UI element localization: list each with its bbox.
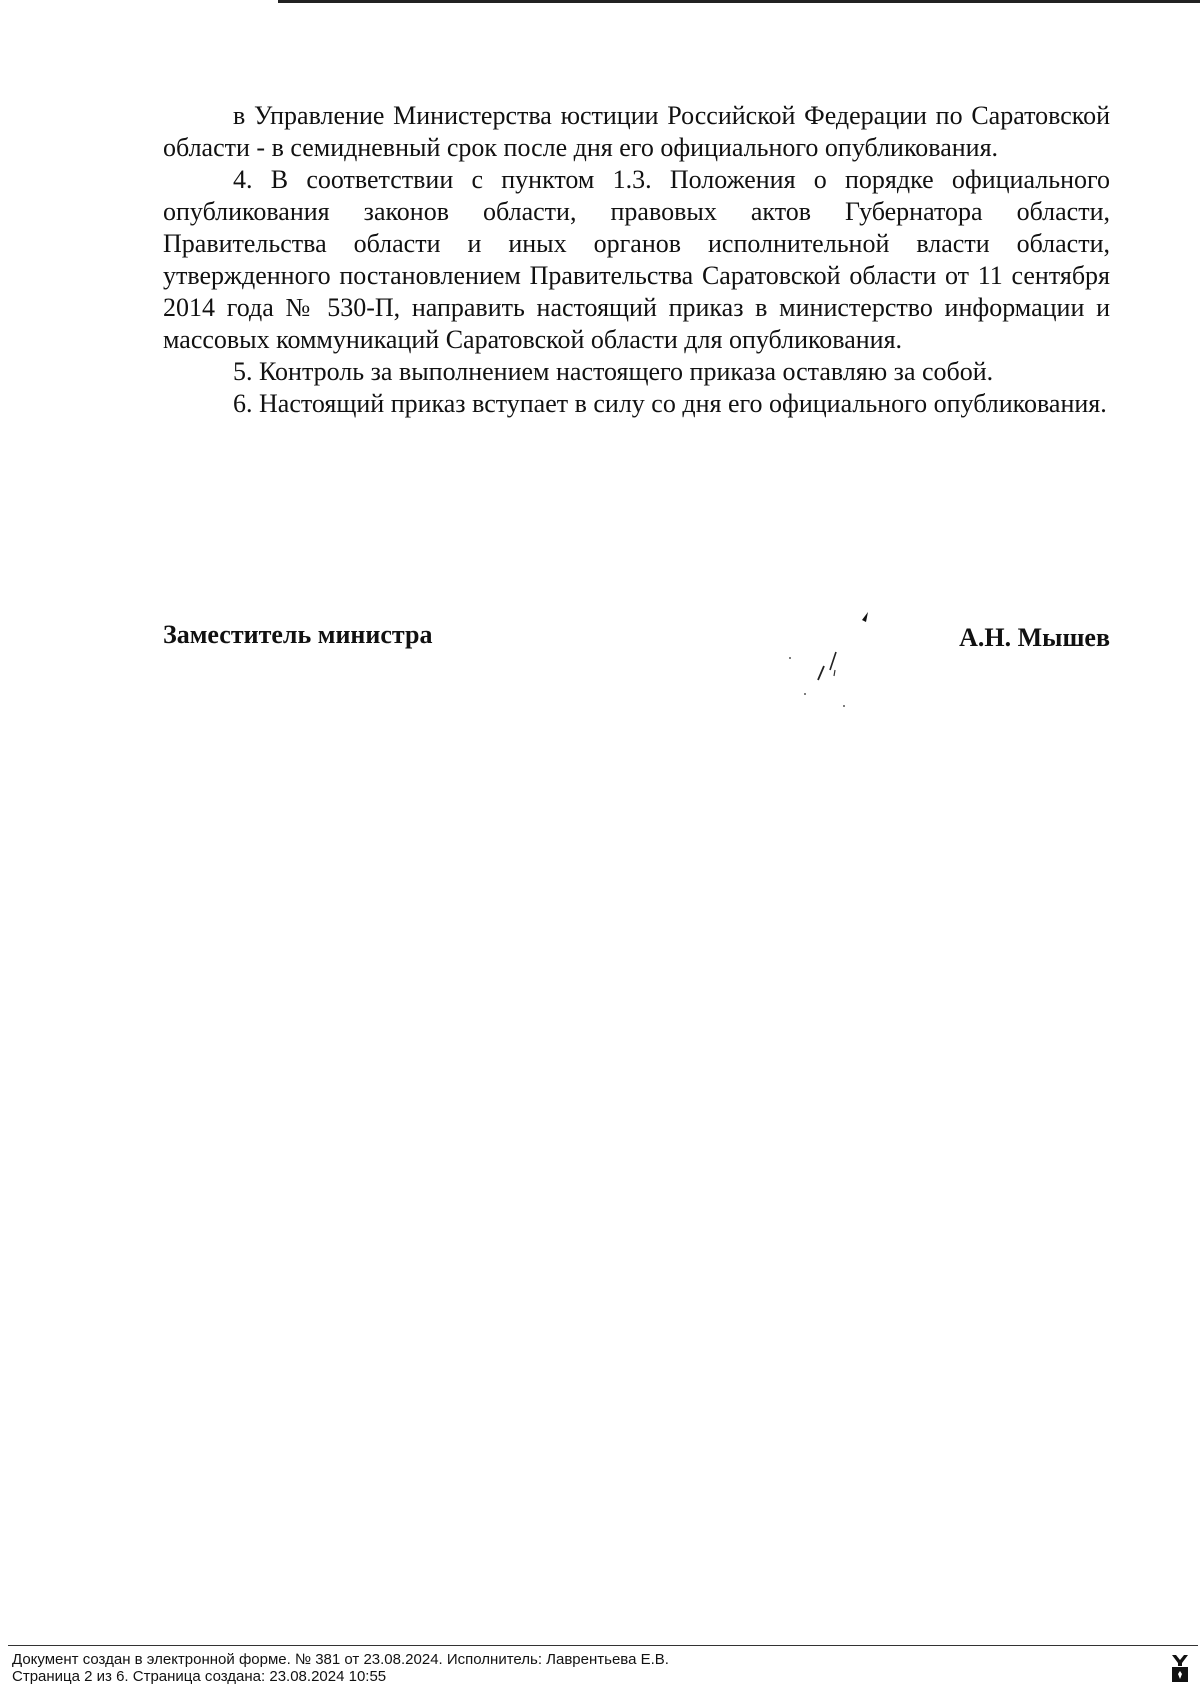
paragraph-item-6: 6. Настоящий приказ вступает в силу со дня его официального опубликования. — [233, 389, 1107, 418]
signatory-name: А.Н. Мышев — [959, 623, 1110, 652]
paragraph-item-4: 4. В соответствии с пунктом 1.3. Положения о порядке официального опубликования законов области, правовых актов Губернатора области, Правительства области и иных органов исполнительной власти области, утвержденного постановлением Правительства Саратовской области от 11 сентября 2014 года № 530-П, направить настоящий приказ в министерство информации и массовых коммуникаций Саратовской области для опубликования. — [163, 165, 1110, 354]
footer-line-document-info: Документ создан в электронной форме. № 381 от 23.08.2024. Исполнитель: Лаврентьева Е.В. — [12, 1651, 669, 1668]
signature-block — [163, 620, 1110, 740]
handwritten-signature — [778, 610, 888, 725]
paragraph-continuation: в Управление Министерства юстиции Российской Федерации по Саратовской области - в семидневный срок после дня его официального опубликования. — [163, 101, 1110, 162]
paragraph-item-5: 5. Контроль за выполнением настоящего приказа оставляю за собой. — [233, 357, 994, 386]
footer-line-page-info: Страница 2 из 6. Страница создана: 23.08.2024 10:55 — [12, 1668, 387, 1685]
document-footer — [12, 1651, 669, 1685]
system-logo-icon — [1168, 1650, 1192, 1684]
signatory-title: Заместитель министра — [163, 620, 433, 649]
footer-divider — [8, 1645, 1198, 1646]
top-border-line — [278, 0, 1200, 3]
document-body — [163, 100, 1110, 420]
